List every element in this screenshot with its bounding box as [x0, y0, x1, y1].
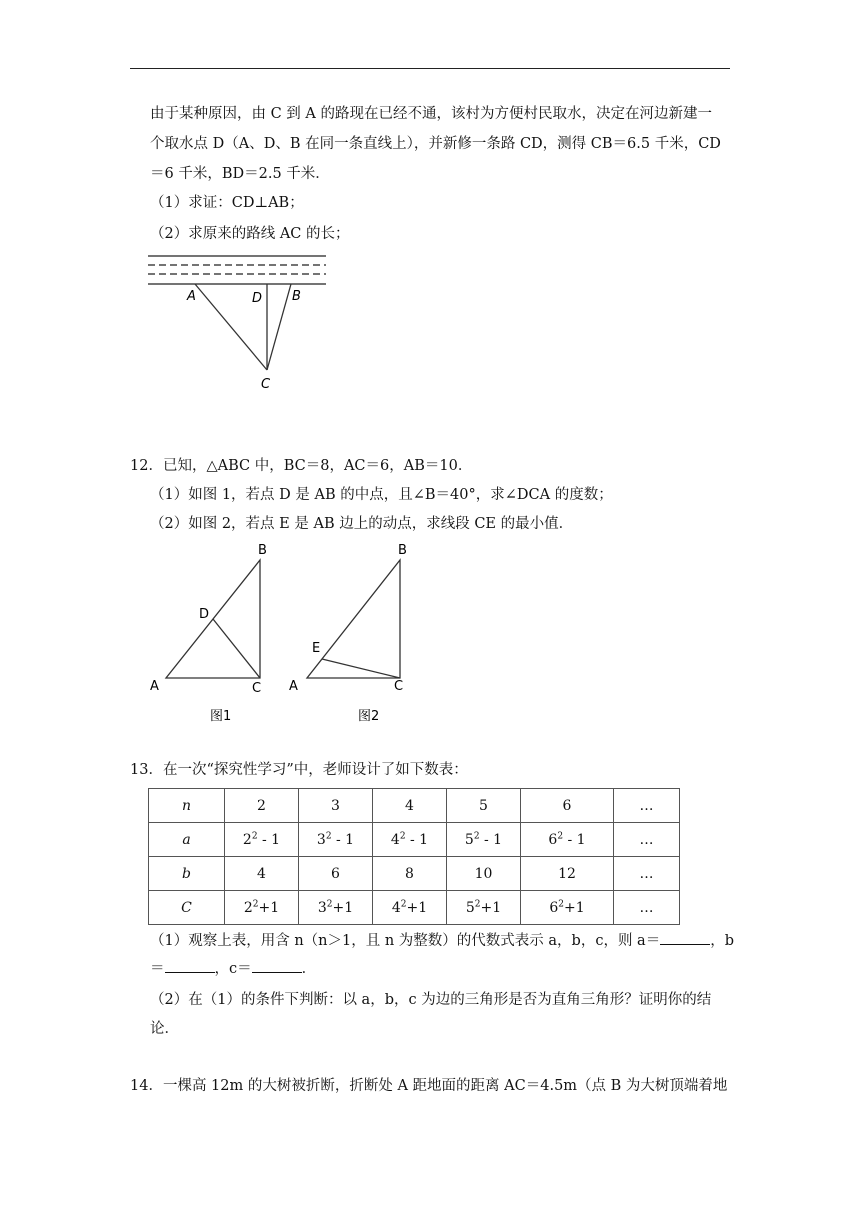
- answer-blank-c: [252, 958, 302, 973]
- q13-part-1-line-2: ＝ ，c＝ ．: [150, 958, 316, 979]
- cell: 6: [521, 789, 614, 823]
- fig1-label-b: B: [258, 543, 267, 558]
- cell: 12: [521, 857, 614, 891]
- label-d: D: [252, 291, 263, 306]
- fig1-median-dc: [213, 619, 260, 678]
- figure-1: [150, 543, 267, 724]
- segment-bc: [267, 284, 291, 370]
- q12-figures: [140, 536, 430, 732]
- q11-figure: [140, 248, 340, 396]
- cell-ellipsis: …: [614, 789, 680, 823]
- label-b: B: [292, 289, 301, 304]
- table-row-b: [149, 857, 680, 891]
- cell: $6^2+1$: [521, 891, 614, 925]
- cell: $3^2+1$: [299, 891, 373, 925]
- figure-2: [289, 543, 407, 724]
- cell-ellipsis: …: [614, 823, 680, 857]
- label-a: A: [187, 289, 196, 304]
- cell: 5: [447, 789, 521, 823]
- q11-part-2: （2）求原来的路线 AC 的长；: [150, 226, 350, 242]
- q11-line-2: 个取水点 D（A、D、B 在同一条直线上），并新修一条路 CD，测得 CB＝6.5 千米，CD: [150, 136, 721, 152]
- fig2-label-b: B: [398, 543, 407, 558]
- q14-stem: 14．一棵高 12m 的大树被折断，折断处 A 距地面的距离 AC＝4.5m（点 B 为大树顶端着地: [130, 1078, 728, 1094]
- q13-part-2-line-1: （2）在（1）的条件下判断：以 a，b，c 为边的三角形是否为直角三角形？证明你的结: [150, 992, 712, 1008]
- cell-b-label: b: [149, 857, 225, 891]
- cell: 2: [225, 789, 299, 823]
- fig2-caption: 图2: [358, 709, 380, 724]
- cell: 8: [373, 857, 447, 891]
- answer-blank-a: [660, 930, 710, 945]
- cell: $4^2 - 1$: [373, 823, 447, 857]
- q11-line-3: ＝6 千米，BD＝2.5 千米．: [150, 166, 330, 182]
- fig2-segment-ec: [322, 659, 400, 678]
- table-row-n: [149, 789, 680, 823]
- q13-table: [148, 788, 680, 925]
- cell: $2^2+1$: [225, 891, 299, 925]
- cell-a-label: a: [149, 823, 225, 857]
- cell: 4: [225, 857, 299, 891]
- q12-stem: 12．已知，△ABC 中，BC＝8，AC＝6，AB＝10．: [130, 458, 473, 474]
- cell: 6: [299, 857, 373, 891]
- q11-line-1: 由于某种原因，由 C 到 A 的路现在已经不通，该村为方便村民取水，决定在河边新建一: [150, 106, 712, 122]
- fig1-label-a: A: [150, 679, 159, 694]
- cell: $5^2+1$: [447, 891, 521, 925]
- q12-part-2: （2）如图 2，若点 E 是 AB 边上的动点，求线段 CE 的最小值．: [150, 516, 574, 532]
- q13-part-2-line-2: 论．: [150, 1021, 179, 1037]
- cell-c-label: C: [149, 891, 225, 925]
- cell-n-label: n: [149, 789, 225, 823]
- cell: $3^2 - 1$: [299, 823, 373, 857]
- fig2-triangle: [307, 560, 400, 678]
- cell: 3: [299, 789, 373, 823]
- fig2-label-c: C: [394, 679, 404, 694]
- cell: 10: [447, 857, 521, 891]
- table-row-c: [149, 891, 680, 925]
- q13-part-1-line-1: （1）观察上表，用含 n（n＞1，且 n 为整数）的代数式表示 a，b，c，则 a＝ ，b: [150, 930, 734, 951]
- fig2-label-a: A: [289, 679, 298, 694]
- fig1-caption: 图1: [210, 709, 232, 724]
- fig1-label-c: C: [252, 681, 262, 696]
- label-c: C: [261, 377, 271, 392]
- header-rule: [130, 68, 730, 69]
- q12-part-1: （1）如图 1，若点 D 是 AB 的中点，且∠B＝40°，求∠DCA 的度数；: [150, 487, 613, 503]
- table-row-a: [149, 823, 680, 857]
- cell: $6^2 - 1$: [521, 823, 614, 857]
- cell: $4^2+1$: [373, 891, 447, 925]
- fig1-label-d: D: [199, 607, 210, 622]
- cell-ellipsis: …: [614, 891, 680, 925]
- cell-ellipsis: …: [614, 857, 680, 891]
- cell: $2^2 - 1$: [225, 823, 299, 857]
- cell: 4: [373, 789, 447, 823]
- fig2-label-e: E: [312, 641, 321, 656]
- cell: $5^2 - 1$: [447, 823, 521, 857]
- answer-blank-b: [165, 958, 215, 973]
- q13-stem: 13．在一次“探究性学习”中，老师设计了如下数表：: [130, 762, 468, 778]
- q11-part-1: （1）求证：CD⊥AB；: [150, 195, 304, 211]
